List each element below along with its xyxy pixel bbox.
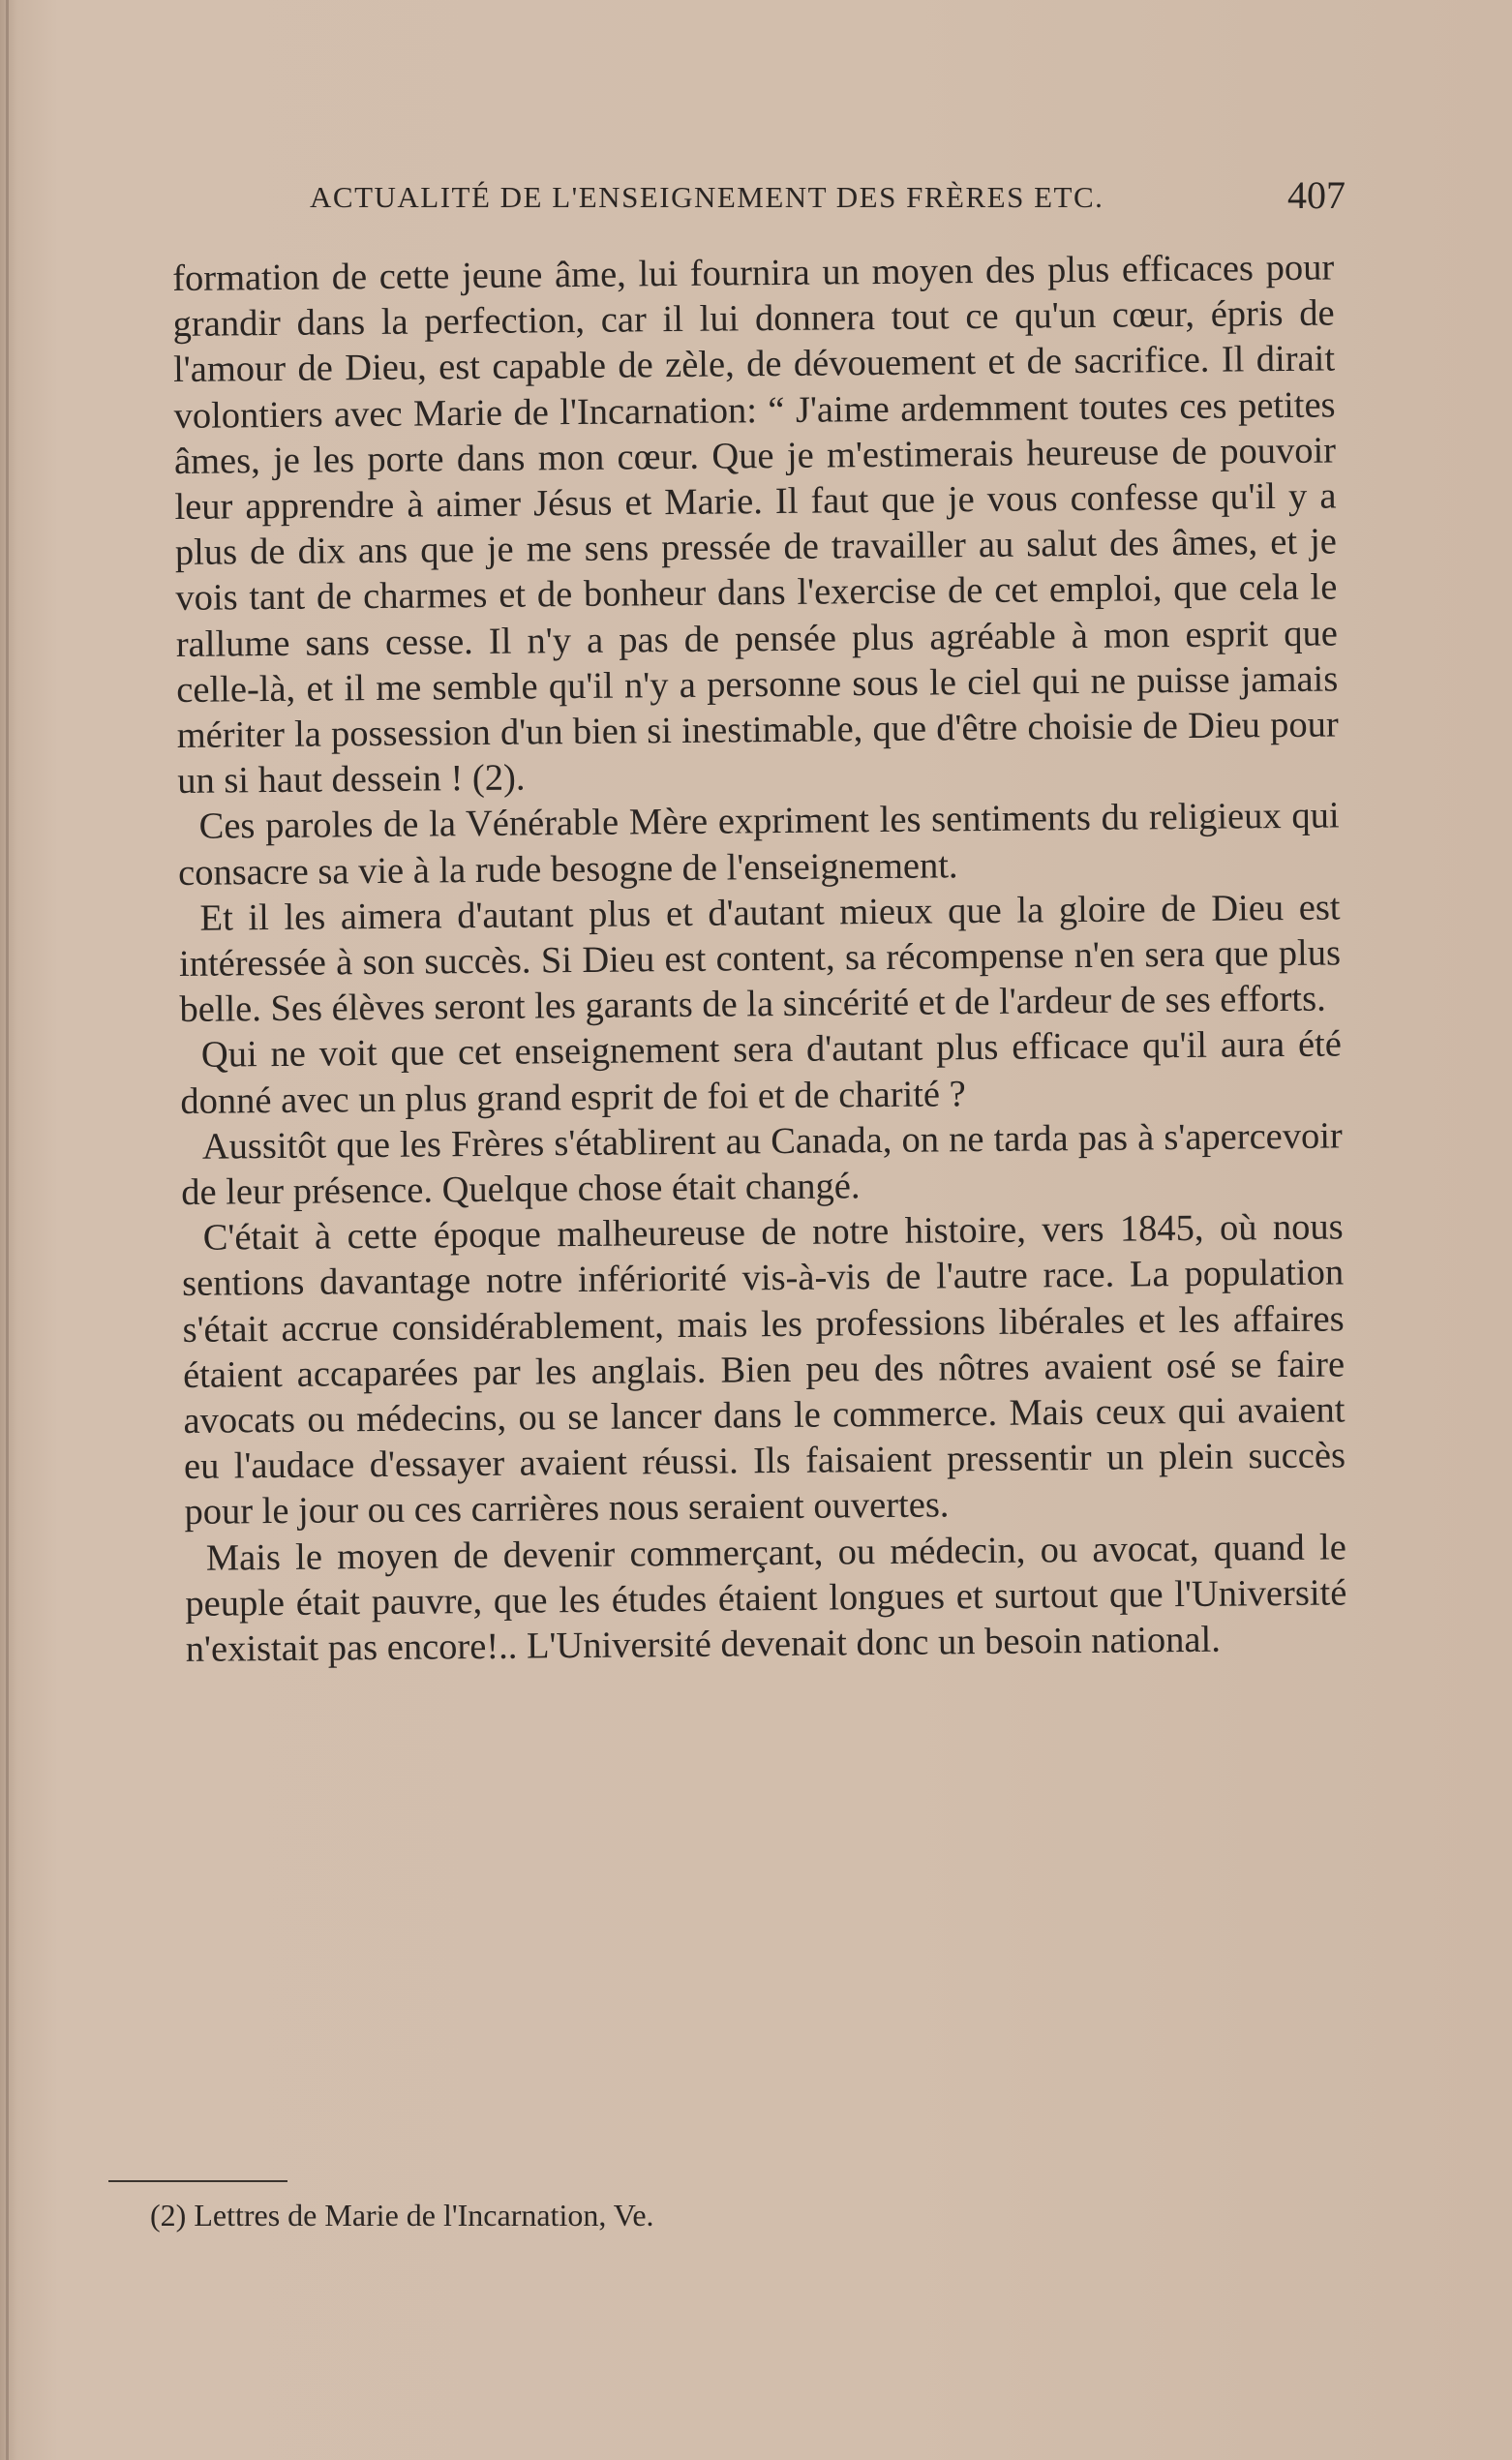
page-gutter-edge (6, 0, 9, 2460)
paragraph: Qui ne voit que cet enseignement sera d'autant plus efficace qu'il aura été donné avec un plus grand esprit de foi et de charité ? (180, 1023, 1343, 1122)
running-header (310, 172, 1346, 221)
paragraph: Et il les aimera d'autant plus et d'autant mieux que la gloire de Dieu est intéressée à son succès. Si Dieu est content, sa récompense n'en sera que plus belle. Ses élèves seront les garants de la sincérité et de l'ardeur de ses efforts. (178, 887, 1342, 1031)
body-text (172, 245, 1347, 1673)
paragraph: Aussitôt que les Frères s'établirent au Canada, on ne tarda pas à s'apercevoir de leur présence. Quelque chose était changé. (181, 1115, 1343, 1214)
paragraph: Mais le moyen de devenir commerçant, ou médecin, ou avocat, quand le peuple était pauvre, que les études étaient longues et surtout que l'Université n'existait pas encore!.. L'Université devenait donc un besoin national. (185, 1527, 1347, 1671)
footnote: (2) Lettres de Marie de l'Incarnation, Ve. (150, 2198, 654, 2232)
paragraph: formation de cette jeune âme, lui fournira un moyen des plus efficaces pour grandir dans la perfection, car il lui donnera tout ce qu'un cœur, épris de l'amour de Dieu, est capable de zèle, de dévouement et de sacrifice. Il dirait volontiers avec Marie de l'Incarnation: “ J'aime ardemment toutes ces petites âmes, je les porte dans mon cœur. Que je m'estimerais heureuse de pouvoir leur apprendre à aimer Jésus et Marie. Il faut que je vous confesse qu'il y a plus de dix ans que je me sens pressée de travailler au salut des âmes, et je vois tant de charmes et de bonheur dans l'exercise de cet emploi, que cela le rallume sans cesse. Il n'y a pas de pensée plus agréable à mon esprit que celle-là, et il me semble qu'il n'y a personne sous le ciel qui ne puisse jamais mériter la possession d'un bien si inestimable, que d'être choisie de Dieu pour un si haut dessein ! (2). (172, 247, 1339, 803)
paragraph: C'était à cette époque malheureuse de notre histoire, vers 1845, où nous sentions davantage notre infériorité vis-à-vis de l'autre race. La population s'était accrue considérablement, mais les professions libérales et les affaires étaient accaparées par les anglais. Bien peu des nôtres avaient osé se faire avocats ou médecins, ou se lancer dans le commerce. Mais ceux qui avaient eu l'audace d'essayer avaient réussi. Ils faisaient pressentir un plein succès pour le jour ou ces carrières nous seraient ouvertes. (181, 1206, 1346, 1534)
footnote-divider (108, 2180, 287, 2182)
running-title: ACTUALITÉ DE L'ENSEIGNEMENT DES FRÈRES ETC. (310, 180, 1104, 214)
page-number: 407 (1287, 173, 1346, 217)
paragraph: Ces paroles de la Vénérable Mère expriment les sentiments du religieux qui consacre sa vie à la rude besogne de l'enseignement. (177, 795, 1340, 894)
